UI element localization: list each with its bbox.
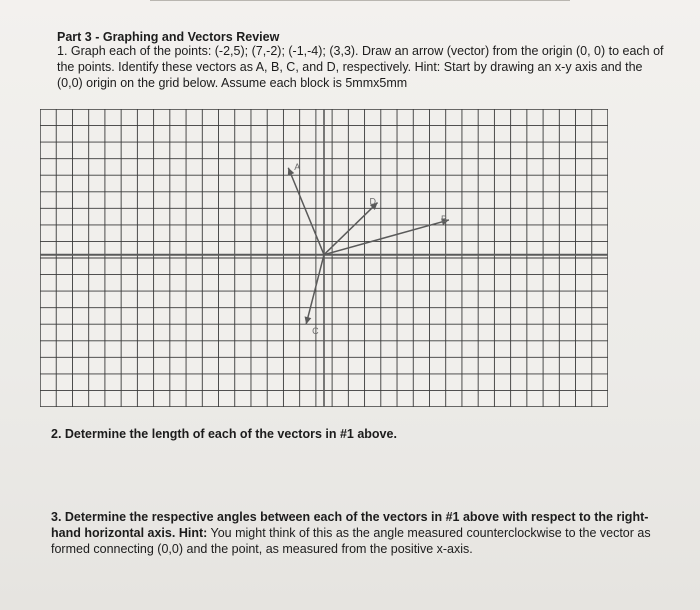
question-3-lead: 3. Determine the respective angles between each of the vectors in #1 above with respect to the right-hand horizontal axis. bbox=[51, 510, 649, 540]
vector-d-label: D bbox=[369, 196, 377, 207]
question-1-number: 1. bbox=[57, 44, 68, 58]
top-rule bbox=[150, 0, 570, 1]
graph-grid bbox=[40, 109, 608, 407]
question-3 bbox=[51, 509, 676, 557]
question-3-hint-label: Hint: bbox=[178, 526, 208, 540]
part-title: Part 3 - Graphing and Vectors Review bbox=[57, 30, 280, 44]
question-3-hint-text: You might think of this as the angle measured counterclockwise to the vector as formed connecting (0,0) and the point, as measured from the positive x-axis. bbox=[51, 526, 651, 556]
vector-c-label: C bbox=[312, 326, 319, 337]
vector-a-label: A bbox=[294, 161, 301, 172]
grid-svg bbox=[40, 109, 608, 407]
question-1 bbox=[57, 43, 667, 91]
question-1-text: Graph each of the points: (-2,5); (7,-2); (-1,-4); (3,3). Draw an arrow (vector) from the origin (0, 0) to each of the points. Identify these vectors as A, B, C, and D, respectively. Hint: Start by drawing an x-y axis and the (0,0) origin on the grid below. Assume each block is 5mmx5mm bbox=[57, 44, 664, 90]
question-2: 2. Determine the length of each of the vectors in #1 above. bbox=[51, 427, 397, 441]
vector-b-label: B bbox=[440, 213, 447, 224]
